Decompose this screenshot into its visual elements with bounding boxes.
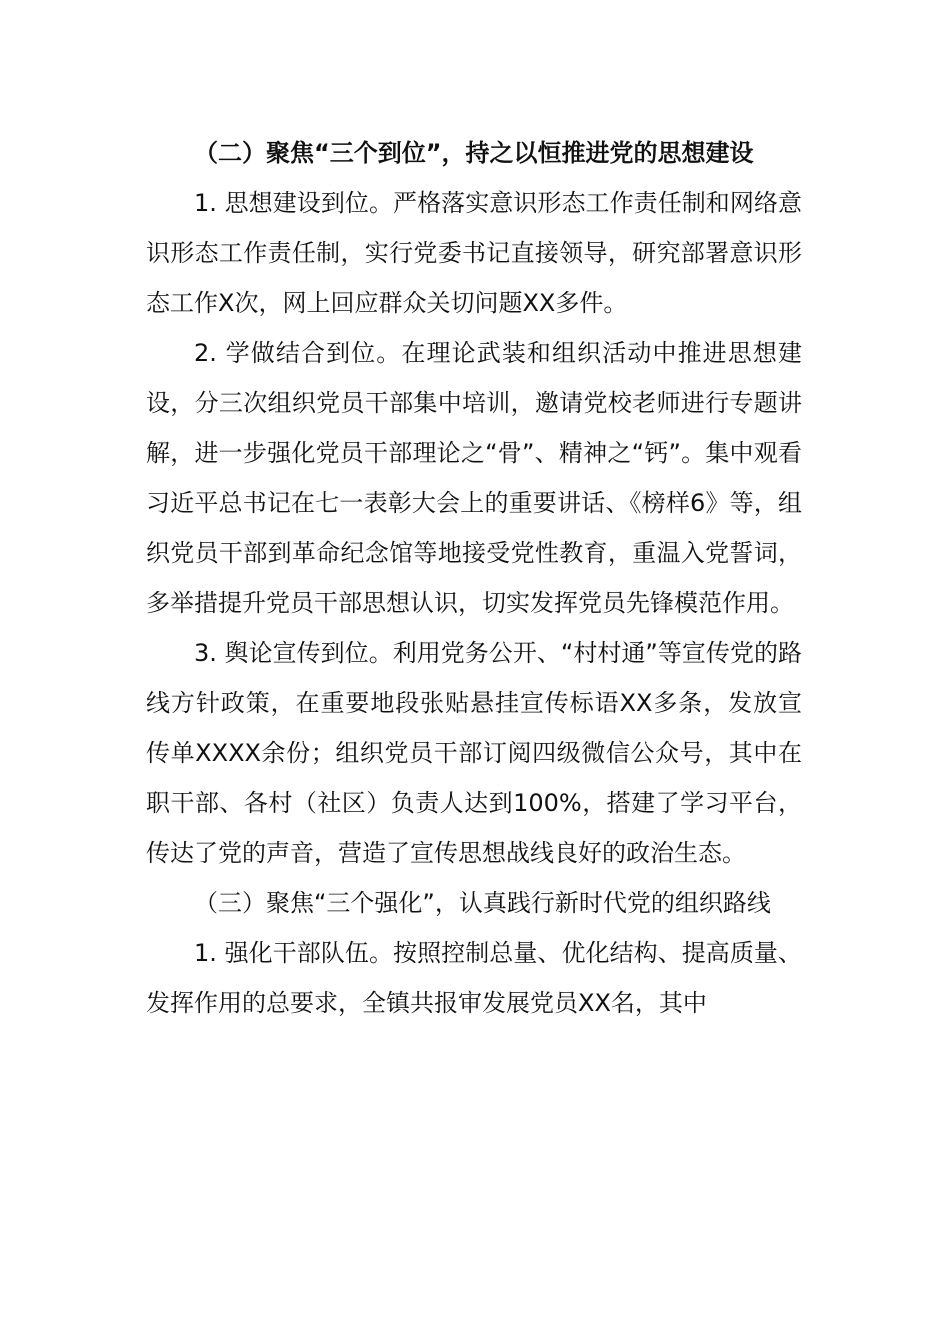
paragraph-cadre-team: 1. 强化干部队伍。按照控制总量、优化结构、提高质量、发挥作用的总要求，全镇共报审发展党员XX名，其中: [146, 939, 802, 1017]
document-body: [146, 128, 802, 1028]
paragraph-study-practice: 2. 学做结合到位。在理论武装和组织活动中推进思想建设，分三次组织党员干部集中培训，邀请党校老师进行专题讲解，进一步强化党员干部理论之“骨”、精神之“钙”。集中观看习近平总书记在七一表彰大会上的重要讲话、《榜样6》等，组织党员干部到革命纪念馆等地接受党性教育，重温入党誓词，多举措提升党员干部思想认识，切实发挥党员先锋模范作用。: [146, 339, 802, 617]
section-heading-three: （三）聚焦“三个强化”，认真践行新时代党的组织路线: [194, 889, 771, 917]
paragraph-ideological-building: 1. 思想建设到位。严格落实意识形态工作责任制和网络意识形态工作责任制，实行党委书记直接领导，研究部署意识形态工作X次，网上回应群众关切问题XX多件。: [146, 189, 802, 317]
section-heading-two: （二）聚焦“三个到位”，持之以恒推进党的思想建设: [194, 139, 754, 167]
paragraph-publicity: 3. 舆论宣传到位。利用党务公开、“村村通”等宣传党的路线方针政策，在重要地段张贴悬挂宣传标语XX多条，发放宣传单XXXX余份；组织党员干部订阅四级微信公众号，其中在职干部、各村（社区）负责人达到100%，搭建了学习平台，传达了党的声音，营造了宣传思想战线良好的政治生态。: [146, 639, 802, 867]
